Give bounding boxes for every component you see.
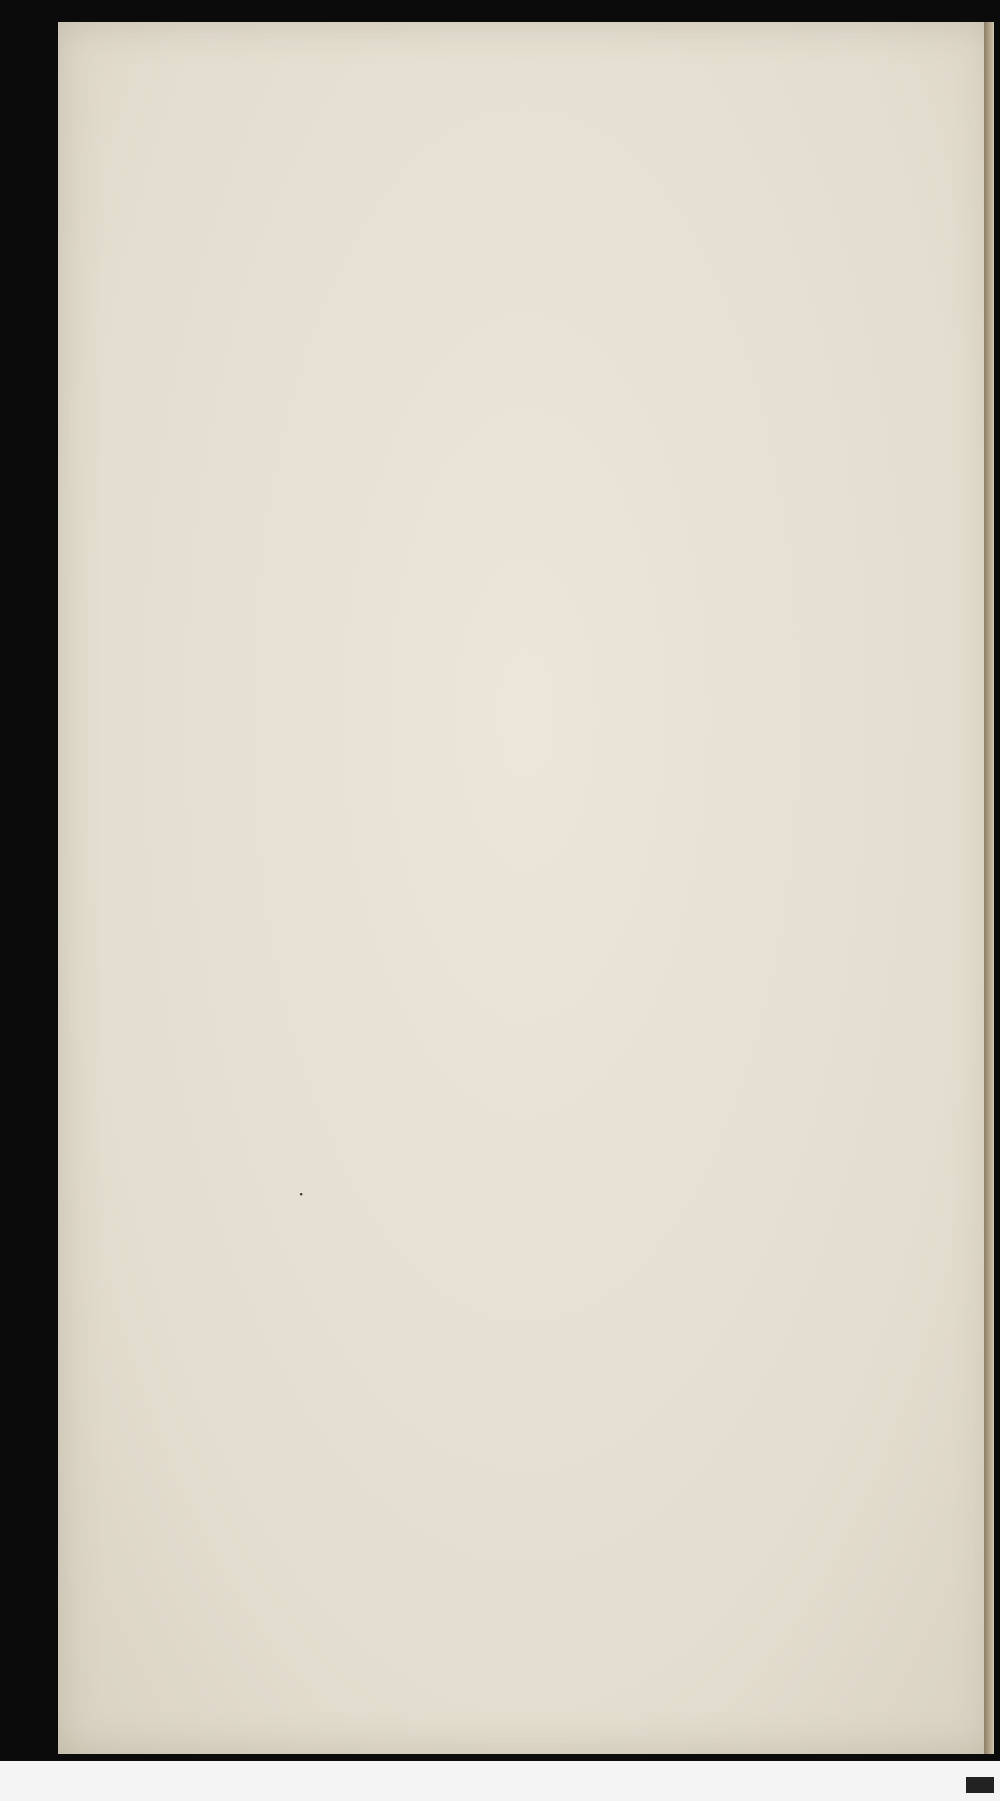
running-head	[210, 77, 890, 118]
book-page	[58, 22, 994, 1754]
catchword	[938, 1172, 982, 1208]
page-edge	[984, 22, 994, 1754]
footer-bar	[0, 1761, 1000, 1801]
dfg-logo	[966, 1777, 994, 1793]
page-mark: ·	[298, 1182, 305, 1206]
